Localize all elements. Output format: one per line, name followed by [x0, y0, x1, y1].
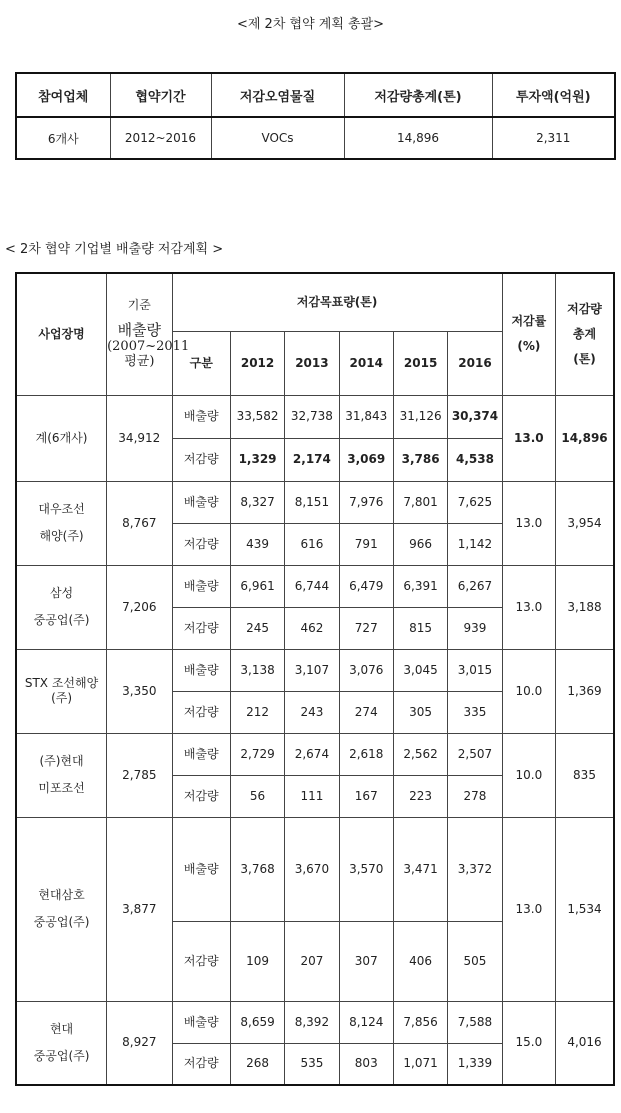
- company-name-cell: [16, 481, 107, 565]
- plan-summary-table: [15, 72, 616, 160]
- reduction-rate-cell: 13.0: [502, 817, 555, 1001]
- header-year: 2013: [285, 331, 339, 395]
- cell-company: 6개사: [16, 117, 110, 159]
- reduction-value-cell: 406: [393, 921, 447, 1001]
- company-name-line2: 중공업(주): [33, 613, 90, 627]
- reduction-value-cell: 1,142: [448, 523, 502, 565]
- reduction-value-cell: 274: [339, 691, 393, 733]
- header-investment: 투자액(억원): [492, 73, 615, 117]
- emission-value-cell: 6,744: [285, 565, 339, 607]
- emission-value-cell: 3,015: [448, 649, 502, 691]
- reduction-value-cell: 56: [230, 775, 284, 817]
- emission-value-cell: 3,372: [448, 817, 502, 921]
- emission-value-cell: 8,124: [339, 1001, 393, 1043]
- cell-investment: 2,311: [492, 117, 615, 159]
- emission-value-cell: 2,507: [448, 733, 502, 775]
- reduction-value-cell: 243: [285, 691, 339, 733]
- header-total-1: 저감량: [567, 301, 602, 316]
- base-emission-cell: 3,877: [107, 817, 172, 1001]
- emission-value-cell: 6,961: [230, 565, 284, 607]
- reduction-value-cell: 3,786: [393, 438, 447, 481]
- reduction-value-cell: 939: [448, 607, 502, 649]
- summary-data-row: [16, 117, 615, 159]
- emission-value-cell: 3,670: [285, 817, 339, 921]
- category-emission-label: 배출량: [172, 395, 230, 438]
- emission-value-cell: 8,327: [230, 481, 284, 523]
- category-emission-label: 배출량: [172, 1001, 230, 1043]
- company-name-cell: [16, 649, 107, 733]
- company-name-line1: 계(6개사): [35, 430, 88, 445]
- header-reduction-total: 저감량총계(톤): [344, 73, 492, 117]
- category-emission-label: 배출량: [172, 817, 230, 921]
- reduction-rate-cell: 10.0: [502, 733, 555, 817]
- company-name-line2: (주): [51, 691, 73, 705]
- reduction-value-cell: 803: [339, 1043, 393, 1085]
- emission-value-cell: 7,856: [393, 1001, 447, 1043]
- emission-row: [16, 733, 614, 775]
- company-name-line1: (주)현대: [39, 754, 84, 768]
- emission-value-cell: 3,471: [393, 817, 447, 921]
- header-company: 참여업체: [16, 73, 110, 117]
- category-reduction-label: 저감량: [172, 1043, 230, 1085]
- base-emission-cell: 8,767: [107, 481, 172, 565]
- category-emission-label: 배출량: [172, 733, 230, 775]
- reduction-value-cell: 791: [339, 523, 393, 565]
- reduction-value-cell: 307: [339, 921, 393, 1001]
- header-base-main: 배출량: [117, 321, 162, 340]
- emission-value-cell: 6,479: [339, 565, 393, 607]
- header-period: 협약기간: [110, 73, 211, 117]
- reduction-value-cell: 535: [285, 1043, 339, 1085]
- reduction-value-cell: 815: [393, 607, 447, 649]
- emission-value-cell: 31,126: [393, 395, 447, 438]
- reduction-value-cell: 1,071: [393, 1043, 447, 1085]
- emission-row: [16, 481, 614, 523]
- company-name-cell: [16, 817, 107, 1001]
- emission-value-cell: 7,625: [448, 481, 502, 523]
- summary-header-row: [16, 73, 615, 117]
- header-company-name: 사업장명: [16, 273, 107, 395]
- category-reduction-label: 저감량: [172, 775, 230, 817]
- company-name-line2: 중공업(주): [33, 915, 90, 929]
- base-emission-cell: 34,912: [107, 395, 172, 481]
- company-name-cell: [16, 733, 107, 817]
- reduction-value-cell: 223: [393, 775, 447, 817]
- category-reduction-label: 저감량: [172, 438, 230, 481]
- reduction-rate-cell: 13.0: [502, 481, 555, 565]
- reduction-value-cell: 505: [448, 921, 502, 1001]
- emission-value-cell: 7,976: [339, 481, 393, 523]
- header-total: [556, 273, 614, 395]
- company-name-line1: 대우조선: [38, 502, 85, 516]
- base-emission-cell: 3,350: [107, 649, 172, 733]
- reduction-value-cell: 616: [285, 523, 339, 565]
- reduction-value-cell: 727: [339, 607, 393, 649]
- reduction-value-cell: 462: [285, 607, 339, 649]
- emission-row: [16, 565, 614, 607]
- company-name-line1: 삼성: [49, 586, 74, 600]
- category-emission-label: 배출량: [172, 565, 230, 607]
- header-rate: [502, 273, 555, 395]
- emission-value-cell: 8,659: [230, 1001, 284, 1043]
- table1-title: <제 2차 협약 계획 총괄>: [236, 17, 385, 32]
- emission-value-cell: 8,151: [285, 481, 339, 523]
- reduction-value-cell: 305: [393, 691, 447, 733]
- reduction-total-cell: 835: [556, 733, 614, 817]
- emission-value-cell: 3,045: [393, 649, 447, 691]
- company-name-cell: [16, 565, 107, 649]
- reduction-rate-cell: 15.0: [502, 1001, 555, 1085]
- emission-value-cell: 7,801: [393, 481, 447, 523]
- emission-value-cell: 3,107: [285, 649, 339, 691]
- emission-value-cell: 2,729: [230, 733, 284, 775]
- company-name-line1: 현대: [49, 1021, 74, 1036]
- header-total-2: 총계: [572, 326, 597, 341]
- reduction-total-cell: 3,954: [556, 481, 614, 565]
- reduction-value-cell: 207: [285, 921, 339, 1001]
- emission-row: [16, 1001, 614, 1043]
- company-name-line2: 미포조선: [38, 781, 85, 795]
- reduction-value-cell: 1,339: [448, 1043, 502, 1085]
- emission-value-cell: 3,076: [339, 649, 393, 691]
- reduction-value-cell: 335: [448, 691, 502, 733]
- company-name-line2: 해양(주): [39, 529, 84, 543]
- company-name-line1: STX 조선해양: [24, 676, 99, 690]
- company-name-line2: 중공업(주): [33, 1048, 90, 1063]
- reduction-value-cell: 966: [393, 523, 447, 565]
- header-category: 구분: [172, 331, 230, 395]
- reduction-value-cell: 268: [230, 1043, 284, 1085]
- reduction-total-cell: 1,534: [556, 817, 614, 1001]
- emission-value-cell: 2,618: [339, 733, 393, 775]
- header-rate-1: 저감률: [511, 314, 547, 329]
- header-base-emission: [107, 273, 190, 395]
- emission-row: [16, 649, 614, 691]
- reduction-value-cell: 278: [448, 775, 502, 817]
- reduction-total-cell: 4,016: [556, 1001, 614, 1085]
- header-year: 2012: [230, 331, 284, 395]
- reduction-total-cell: 1,369: [556, 649, 614, 733]
- emission-value-cell: 2,674: [285, 733, 339, 775]
- table2-title: < 2차 협약 기업별 배출량 저감계획 >: [5, 242, 224, 257]
- category-reduction-label: 저감량: [172, 607, 230, 649]
- company-name-line1: 현대삼호: [38, 888, 85, 902]
- emission-row: [16, 395, 614, 438]
- emission-value-cell: 30,374: [448, 395, 502, 438]
- reduction-value-cell: 245: [230, 607, 284, 649]
- emission-value-cell: 31,843: [339, 395, 393, 438]
- category-reduction-label: 저감량: [172, 921, 230, 1001]
- reduction-value-cell: 167: [339, 775, 393, 817]
- header-row-1: [16, 273, 614, 331]
- header-year: 2014: [339, 331, 393, 395]
- header-year: 2016: [448, 331, 502, 395]
- cell-reduction-total: 14,896: [344, 117, 492, 159]
- emission-value-cell: 2,562: [393, 733, 447, 775]
- emission-value-cell: 3,768: [230, 817, 284, 921]
- emission-value-cell: 6,391: [393, 565, 447, 607]
- header-pollutant: 저감오염물질: [211, 73, 344, 117]
- base-emission-cell: 8,927: [107, 1001, 172, 1085]
- reduction-value-cell: 109: [230, 921, 284, 1001]
- reduction-total-cell: 14,896: [556, 395, 614, 481]
- header-base-top: 기준: [127, 298, 151, 313]
- base-emission-cell: 7,206: [107, 565, 172, 649]
- emission-row: [16, 817, 614, 921]
- emission-value-cell: 3,138: [230, 649, 284, 691]
- emission-value-cell: 6,267: [448, 565, 502, 607]
- company-name-cell: [16, 395, 107, 481]
- reduction-value-cell: 212: [230, 691, 284, 733]
- category-reduction-label: 저감량: [172, 691, 230, 733]
- cell-period: 2012~2016: [110, 117, 211, 159]
- header-total-3: (톤): [573, 351, 596, 366]
- header-year: 2015: [393, 331, 447, 395]
- reduction-value-cell: 4,538: [448, 438, 502, 481]
- header-target: 저감목표량(톤): [172, 273, 502, 331]
- reduction-rate-cell: 13.0: [502, 565, 555, 649]
- reduction-rate-cell: 10.0: [502, 649, 555, 733]
- reduction-value-cell: 1,329: [230, 438, 284, 481]
- reduction-value-cell: 439: [230, 523, 284, 565]
- reduction-value-cell: 2,174: [285, 438, 339, 481]
- company-rows: [16, 395, 614, 1085]
- emission-value-cell: 32,738: [285, 395, 339, 438]
- header-base-sub: (2007~2011 평균): [107, 339, 190, 370]
- reduction-value-cell: 3,069: [339, 438, 393, 481]
- company-reduction-table: [15, 272, 615, 1086]
- reduction-total-cell: 3,188: [556, 565, 614, 649]
- emission-value-cell: 33,582: [230, 395, 284, 438]
- company-name-cell: [16, 1001, 107, 1085]
- base-emission-cell: 2,785: [107, 733, 172, 817]
- reduction-value-cell: 111: [285, 775, 339, 817]
- emission-value-cell: 3,570: [339, 817, 393, 921]
- category-emission-label: 배출량: [172, 649, 230, 691]
- header-rate-2: (%): [517, 339, 541, 354]
- category-emission-label: 배출량: [172, 481, 230, 523]
- emission-value-cell: 7,588: [448, 1001, 502, 1043]
- cell-pollutant: VOCs: [211, 117, 344, 159]
- emission-value-cell: 8,392: [285, 1001, 339, 1043]
- reduction-rate-cell: 13.0: [502, 395, 555, 481]
- category-reduction-label: 저감량: [172, 523, 230, 565]
